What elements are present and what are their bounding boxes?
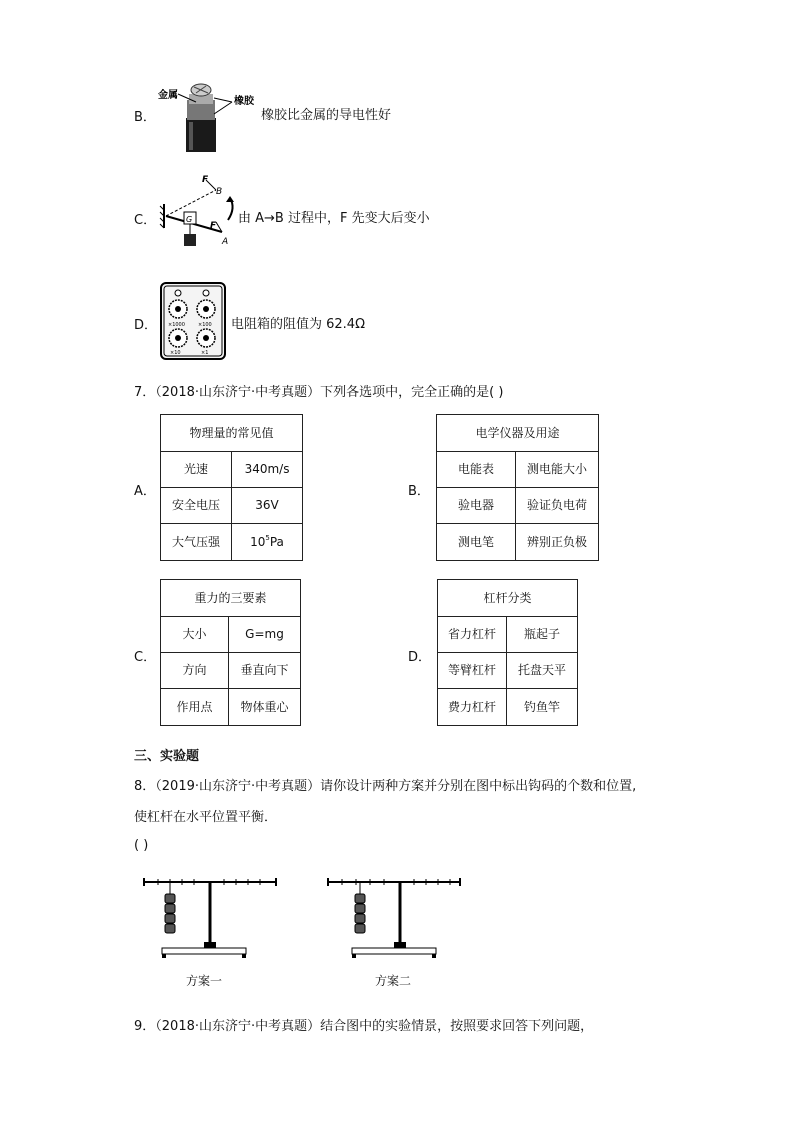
pressure-exponent: 5 [265,534,270,543]
pressure-unit: Pa [269,535,284,550]
label-a: A [222,237,229,247]
dial-label-1: ×1 [201,350,209,356]
table-cell: 辨别正负极 [516,524,599,561]
option-d-statement: 电阻箱的阻值为 62.4Ω [231,317,366,332]
table-b [436,414,599,561]
table-cell: 钓鱼竿 [507,689,578,726]
label-f-bottom: F [210,221,217,231]
section-title: 三、实验题 [134,749,200,764]
label-metal: 金属 [158,90,178,101]
table-a-letter: A． [134,484,156,499]
option-b-statement: 橡胶比金属的导电性好 [261,108,392,123]
table-cell: G=mg [229,617,301,653]
option-b-letter: B． [134,110,156,125]
lever-diagram-plan1 [138,872,284,964]
table-c-header: 重力的三要素 [161,580,301,617]
table-cell: 作用点 [161,689,229,726]
caption-plan2: 方案二 [375,974,412,988]
option-c-statement: 由 A→B 过程中，F 先变大后变小 [238,211,430,226]
caption-plan1: 方案一 [186,974,223,988]
question-9-text: 9．（2018·山东济宁·中考真题）结合图中的实验情景，按照要求回答下列问题， [134,1019,594,1034]
option-d-letter: D． [134,318,158,333]
lever-diagram-plan2 [322,872,468,964]
label-f-top: F [202,175,209,185]
dial-label-1000: ×1000 [168,322,185,328]
table-b-header: 电学仪器及用途 [437,415,599,452]
table-a-header: 物理量的常见值 [161,415,303,452]
table-cell: 托盘天平 [507,653,578,689]
table-b-letter: B． [408,484,430,499]
table-cell: 大小 [161,617,229,653]
table-cell: 瓶起子 [507,617,578,653]
table-d [437,579,578,726]
table-cell: 340m/s [232,452,303,488]
lever-rotation-diagram [158,170,242,256]
table-d-header: 杠杆分类 [438,580,578,617]
label-g: G [186,215,193,224]
option-c-letter: C． [134,213,157,228]
resistance-box-image [160,282,228,362]
question-8-line1: 8．（2019·山东济宁·中考真题）请你设计两种方案并分别在图中标出钩码的个数和位置, [134,779,637,794]
dial-label-100: ×100 [198,322,212,328]
pressure-base: 10 [250,535,266,550]
table-cell: 省力杠杆 [438,617,507,653]
table-cell: 验证负电荷 [516,488,599,524]
table-cell: 安全电压 [161,488,232,524]
table-cell: 方向 [161,653,229,689]
table-a [160,414,303,561]
table-cell: 垂直向下 [229,653,301,689]
table-cell: 验电器 [437,488,516,524]
dial-label-10: ×10 [170,350,181,356]
label-b: B [216,187,223,197]
table-cell: 光速 [161,452,232,488]
label-rubber: 橡胶 [234,96,254,107]
answer-blank: ( ) [134,838,149,853]
table-c-letter: C． [134,650,157,665]
table-cell: 等臂杠杆 [438,653,507,689]
question-8-line2: 使杠杆在水平位置平衡． [134,810,278,825]
table-cell: 大气压强 [161,524,232,561]
table-cell: 物体重心 [229,689,301,726]
table-cell: 测电笔 [437,524,516,561]
table-cell: 费力杠杆 [438,689,507,726]
question-7-text: 7．（2018·山东济宁·中考真题）下列各选项中，完全正确的是( ) [134,385,504,400]
table-c [160,579,301,726]
table-cell: 测电能大小 [516,452,599,488]
table-cell: 电能表 [437,452,516,488]
table-cell-pressure [232,524,303,561]
table-d-letter: D． [408,650,432,665]
table-cell: 36V [232,488,303,524]
cable-cross-section-image [156,72,264,154]
